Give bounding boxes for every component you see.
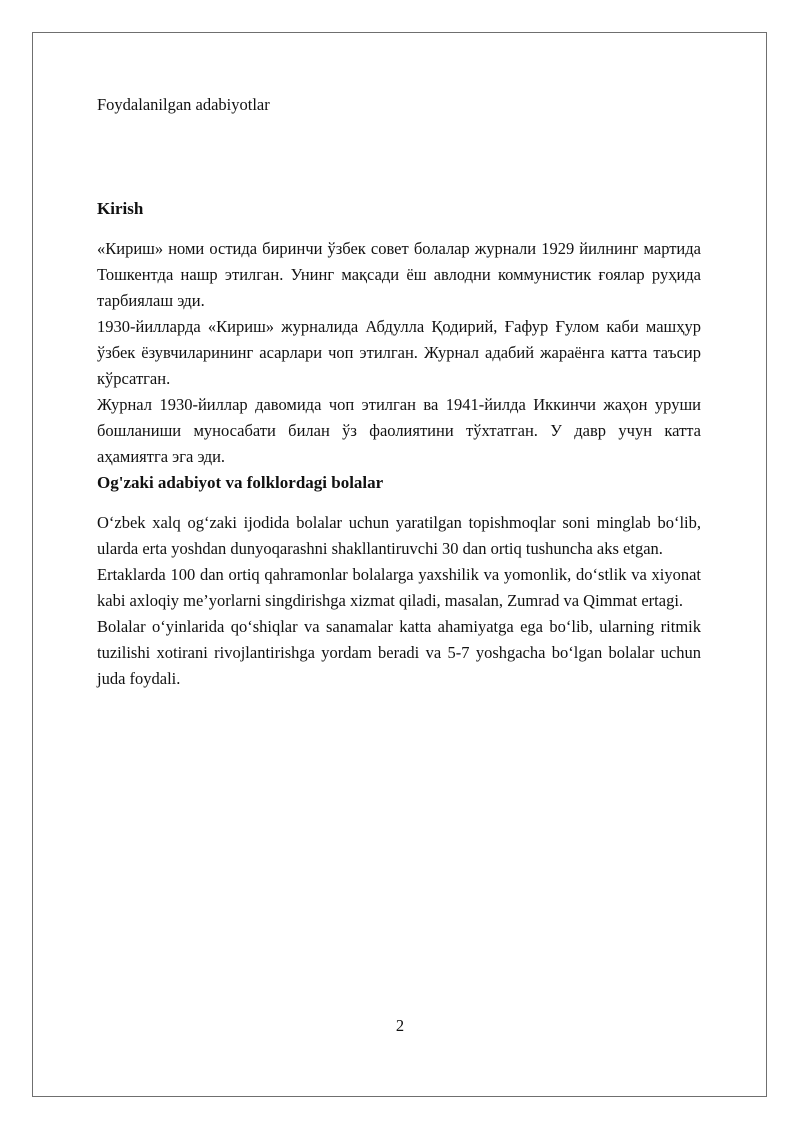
paragraph: 1930-йилларда «Кириш» журналида Абдулла Қодирий, Ғафур Ғулом каби машҳур ўзбек ёзувчиларининг асарлари чоп этилган. Журнал адабий жараёнга катта таъсир кўрсатган. <box>97 317 701 388</box>
toc-entry-references: Foydalanilgan adabiyotlar <box>97 95 270 114</box>
heading-oral-literature: Og'zaki adabiyot va folklordagi bolalar <box>97 473 384 492</box>
paragraph: Ertaklarda 100 dan ortiq qahramonlar bolalarga yaxshilik va yomonlik, do‘stlik va xiyonat kabi axloqiy me’yorlarni singdirishga xizmat qiladi, masalan, Zumrad va Qimmat ertagi. <box>97 565 701 610</box>
paragraph: «Кириш» номи остида биринчи ўзбек совет болалар журнали 1929 йилнинг мартида Тошкентда нашр этилган. Унинг мақсади ёш авлодни коммунистик ғоялар руҳида тарбиялаш эди. <box>97 239 701 310</box>
paragraph: O‘zbek xalq og‘zaki ijodida bolalar uchun yaratilgan topishmoqlar soni minglab bo‘lib, ularda erta yoshdan dunyoqarashni shakllantiruvchi 30 dan ortiq tushuncha aks etgan. <box>97 513 701 558</box>
heading-kirish: Kirish <box>97 199 144 218</box>
paragraph: Bolalar o‘yinlarida qo‘shiqlar va sanamalar katta ahamiyatga ega bo‘lib, ularning ritmik tuzilishi xotirani rivojlantirishga yordam beradi va 5-7 yoshgacha bo‘lgan bolalar uchun juda foydali. <box>97 617 701 688</box>
paragraph: Журнал 1930-йиллар давомида чоп этилган ва 1941-йилда Иккинчи жаҳон уруши бошланиши муносабати билан ўз фаолиятини тўхтатган. У давр учун катта аҳамиятга эга эди. <box>97 395 701 466</box>
document-body <box>97 92 701 692</box>
page-number: 2 <box>395 1016 405 1035</box>
